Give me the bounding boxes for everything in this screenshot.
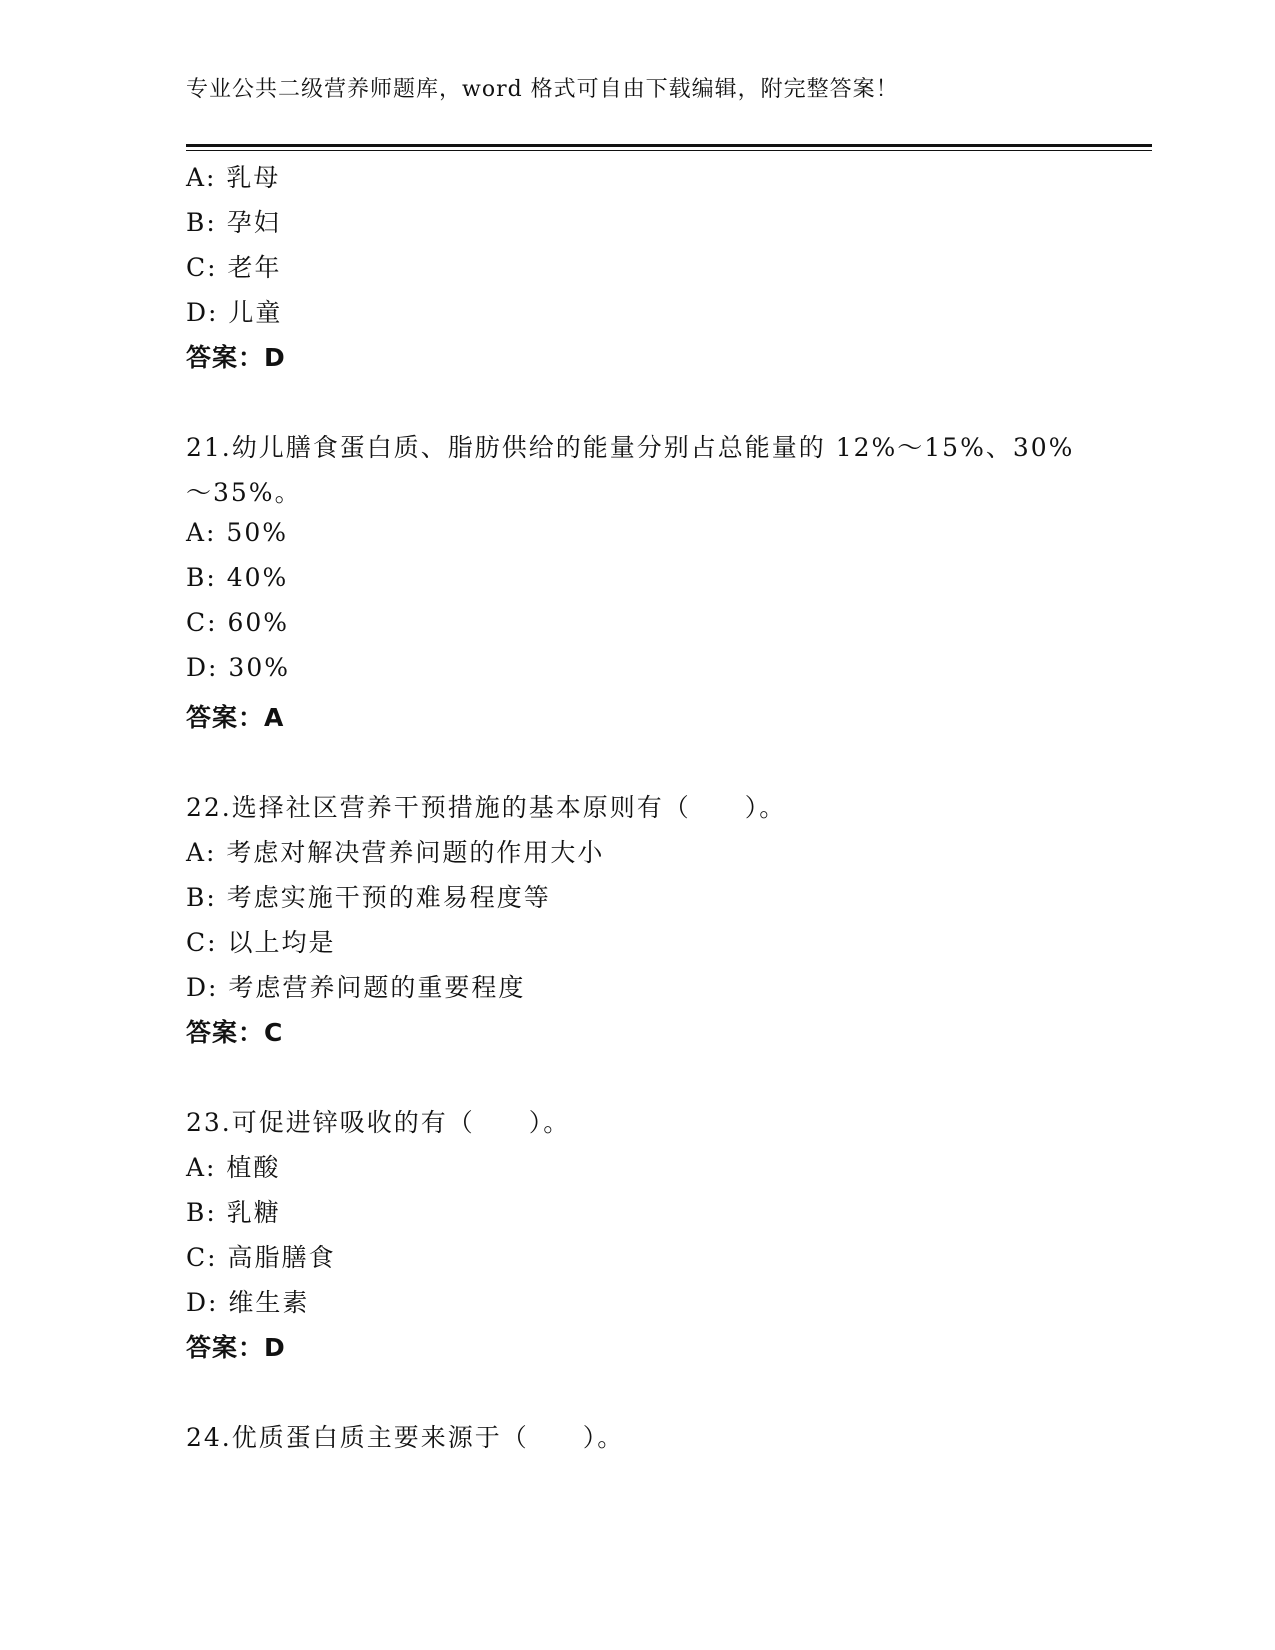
answer: 答案：A	[186, 703, 285, 732]
answer: 答案：D	[186, 343, 286, 372]
option-a: A: 考虑对解决营养问题的作用大小	[186, 838, 605, 867]
option-d: D: 30%	[186, 653, 290, 682]
question-stem: 24.优质蛋白质主要来源于（ ）。	[186, 1423, 625, 1452]
answer: 答案：C	[186, 1018, 284, 1047]
option-c: C: 高脂膳食	[186, 1243, 336, 1272]
question-stem: 22.选择社区营养干预措施的基本原则有（ ）。	[186, 793, 787, 822]
option-c: C: 老年	[186, 253, 282, 282]
option-d: D: 儿童	[186, 298, 283, 327]
question-stem: 23.可促进锌吸收的有（ ）。	[186, 1108, 571, 1137]
option-b: B: 40%	[186, 563, 289, 592]
option-c: C: 60%	[186, 608, 290, 637]
answer: 答案：D	[186, 1333, 286, 1362]
option-d: D: 考虑营养问题的重要程度	[186, 973, 526, 1002]
option-b: B: 孕妇	[186, 208, 281, 237]
option-c: C: 以上均是	[186, 928, 336, 957]
question-stem: 21.幼儿膳食蛋白质、脂肪供给的能量分别占总能量的 12%～15%、30%	[186, 433, 1075, 462]
option-d: D: 维生素	[186, 1288, 310, 1317]
header-rule-thick	[186, 144, 1152, 147]
option-b: B: 乳糖	[186, 1198, 281, 1227]
option-b: B: 考虑实施干预的难易程度等	[186, 883, 551, 912]
header-rule-thin	[186, 150, 1152, 151]
option-a: A: 植酸	[186, 1153, 281, 1182]
option-a: A: 乳母	[186, 163, 281, 192]
question-stem-continued: ～35%。	[186, 478, 302, 507]
option-a: A: 50%	[186, 518, 288, 547]
page-header: 专业公共二级营养师题库，word 格式可自由下载编辑，附完整答案！	[186, 77, 899, 102]
